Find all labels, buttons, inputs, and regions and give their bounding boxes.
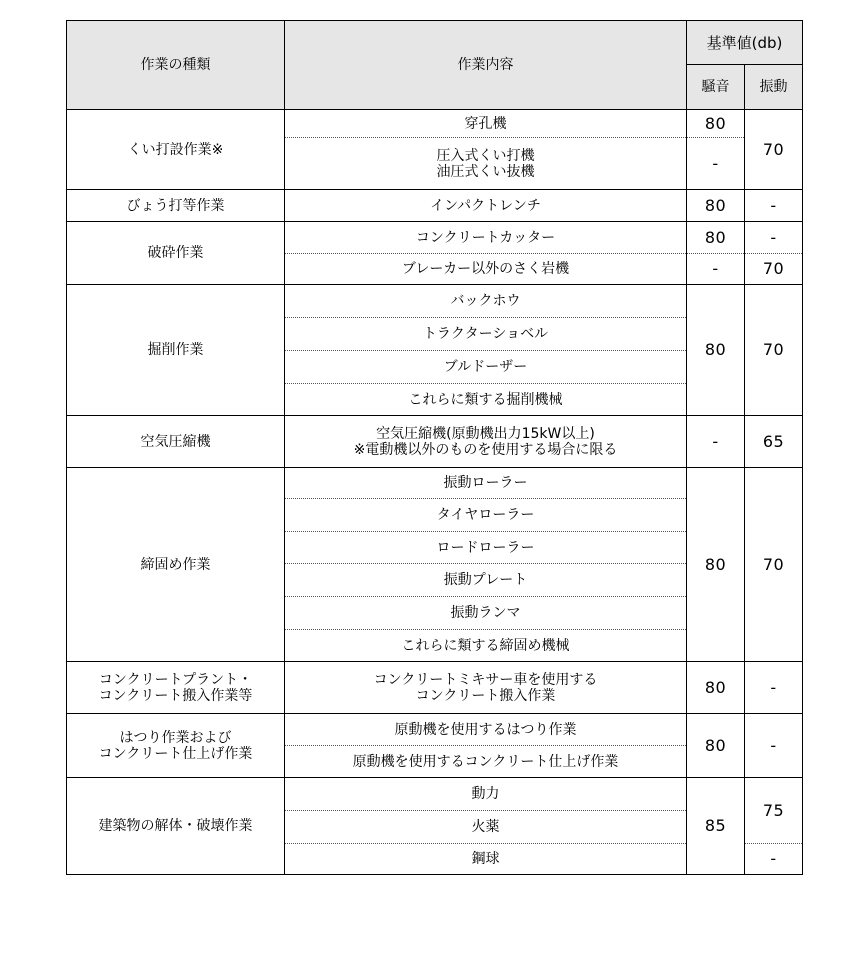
work-content-cell: 穿孔機 xyxy=(285,110,687,138)
vibration-value: 70 xyxy=(745,254,803,285)
noise-value: - xyxy=(687,416,745,468)
vibration-value: - xyxy=(745,222,803,254)
vibration-value: 70 xyxy=(745,468,803,662)
table-row xyxy=(67,662,803,714)
vibration-value: 70 xyxy=(745,110,803,190)
header-work-content: 作業内容 xyxy=(285,21,687,110)
noise-value: 85 xyxy=(687,778,745,875)
vibration-value: - xyxy=(745,662,803,714)
noise-value: - xyxy=(687,254,745,285)
work-type-cell: 空気圧縮機 xyxy=(67,416,285,468)
work-content-cell: バックホウ xyxy=(285,285,687,318)
work-content-cell: 振動プレート xyxy=(285,564,687,597)
table-row xyxy=(67,714,803,746)
noise-value: 80 xyxy=(687,222,745,254)
header-vibration: 振動 xyxy=(745,65,803,110)
work-content-cell: 振動ローラー xyxy=(285,468,687,499)
header-standard-value: 基準値(db) xyxy=(687,21,803,65)
work-content-cell: これらに類する掘削機械 xyxy=(285,384,687,416)
work-content-cell: 鋼球 xyxy=(285,844,687,875)
work-content-cell: ロードローラー xyxy=(285,532,687,564)
work-type-cell: びょう打等作業 xyxy=(67,190,285,222)
noise-vibration-standards-table xyxy=(66,20,803,875)
noise-value: 80 xyxy=(687,190,745,222)
header-noise: 騒音 xyxy=(687,65,745,110)
work-content-cell: コンクリートカッター xyxy=(285,222,687,254)
noise-value: 80 xyxy=(687,662,745,714)
work-content-cell: 火薬 xyxy=(285,811,687,844)
work-content-cell: 原動機を使用するはつり作業 xyxy=(285,714,687,746)
work-type-cell: 掘削作業 xyxy=(67,285,285,416)
noise-value: - xyxy=(687,138,745,190)
work-content-cell: ブルドーザー xyxy=(285,351,687,384)
work-content-cell: 空気圧縮機(原動機出力15kW以上) ※電動機以外のものを使用する場合に限る xyxy=(285,416,687,468)
table-row xyxy=(67,222,803,254)
noise-value: 80 xyxy=(687,468,745,662)
table-header-row xyxy=(67,21,803,65)
work-content-cell: インパクトレンチ xyxy=(285,190,687,222)
table-row xyxy=(67,110,803,138)
vibration-value: 65 xyxy=(745,416,803,468)
table-row xyxy=(67,285,803,318)
vibration-value: 75 xyxy=(745,778,803,844)
work-type-cell: はつり作業および コンクリート仕上げ作業 xyxy=(67,714,285,778)
table-row xyxy=(67,778,803,811)
vibration-value: 70 xyxy=(745,285,803,416)
table-row xyxy=(67,416,803,468)
work-content-cell: 動力 xyxy=(285,778,687,811)
noise-value: 80 xyxy=(687,285,745,416)
vibration-value: - xyxy=(745,714,803,778)
noise-value: 80 xyxy=(687,714,745,778)
work-content-cell: コンクリートミキサー車を使用する コンクリート搬入作業 xyxy=(285,662,687,714)
work-content-cell: ブレーカー以外のさく岩機 xyxy=(285,254,687,285)
vibration-value: - xyxy=(745,190,803,222)
work-content-cell: 圧入式くい打機 油圧式くい抜機 xyxy=(285,138,687,190)
work-type-cell: 破砕作業 xyxy=(67,222,285,285)
work-type-cell: 締固め作業 xyxy=(67,468,285,662)
vibration-value: - xyxy=(745,844,803,875)
header-work-type: 作業の種類 xyxy=(67,21,285,110)
noise-value: 80 xyxy=(687,110,745,138)
table-row xyxy=(67,190,803,222)
work-content-cell: 振動ランマ xyxy=(285,597,687,630)
work-content-cell: トラクターショベル xyxy=(285,318,687,351)
work-type-cell: コンクリートプラント・ コンクリート搬入作業等 xyxy=(67,662,285,714)
work-type-cell: くい打設作業※ xyxy=(67,110,285,190)
work-content-cell: タイヤローラー xyxy=(285,499,687,532)
work-content-cell: 原動機を使用するコンクリート仕上げ作業 xyxy=(285,746,687,778)
table-row xyxy=(67,468,803,499)
work-type-cell: 建築物の解体・破壊作業 xyxy=(67,778,285,875)
work-content-cell: これらに類する締固め機械 xyxy=(285,630,687,662)
